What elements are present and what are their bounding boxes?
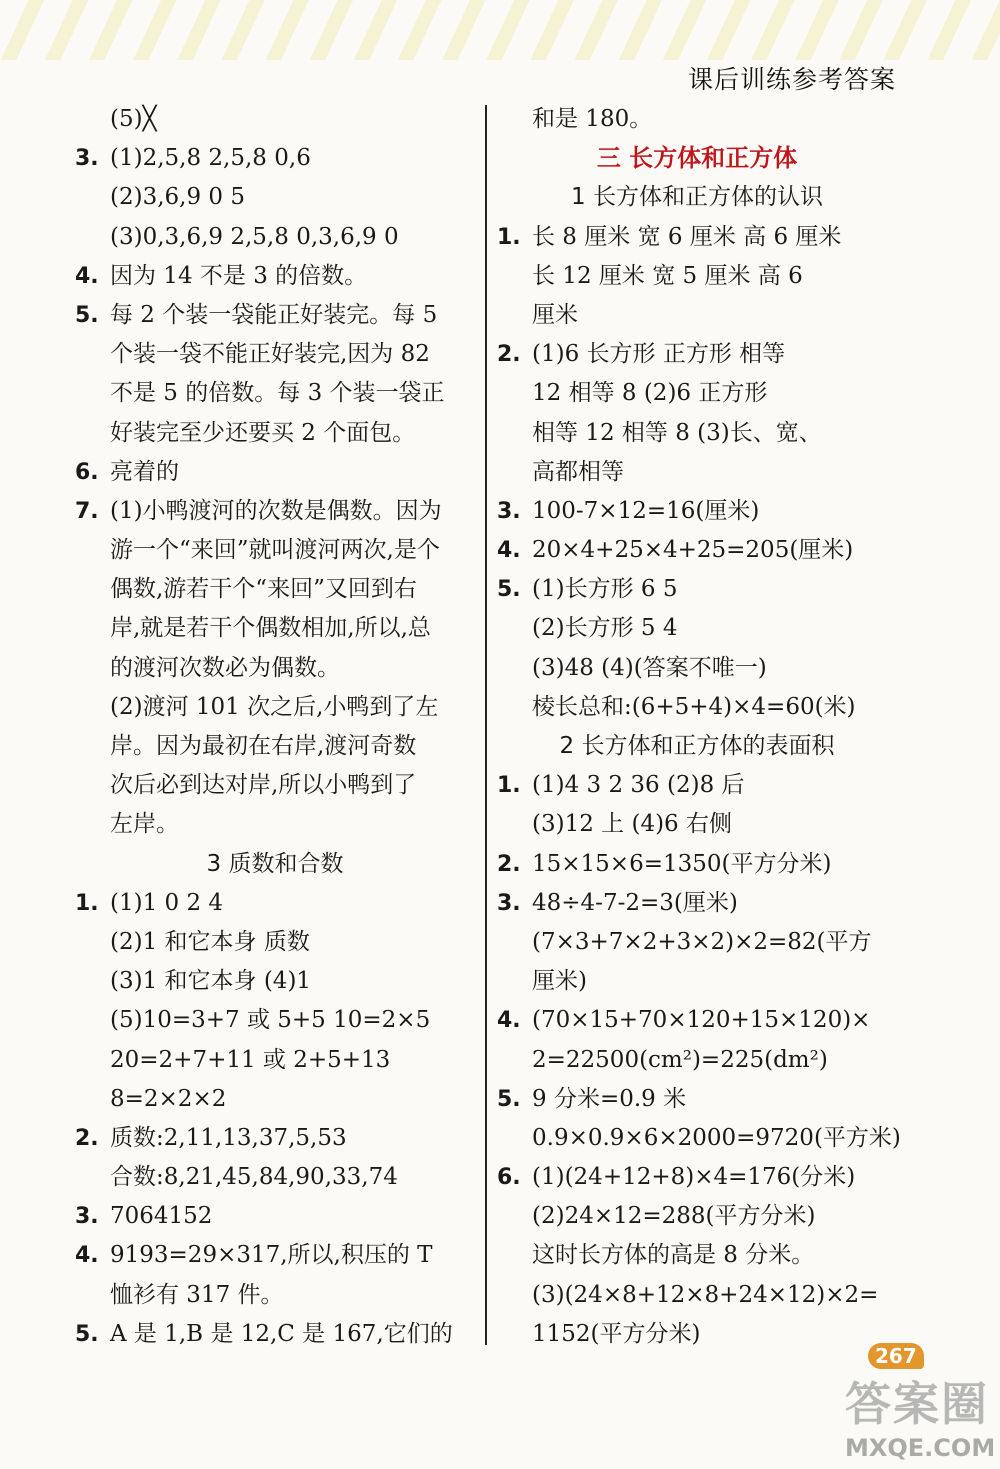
answer-text: (2)3,6,9 0 5 bbox=[110, 184, 245, 211]
answer-line bbox=[75, 884, 475, 923]
answer-line bbox=[75, 1315, 475, 1354]
answer-text: 9 分米=0.9 米 bbox=[532, 1085, 687, 1112]
question-number: 1. bbox=[497, 773, 521, 799]
question-number: 3. bbox=[75, 146, 99, 172]
answer-text: 相等 12 相等 8 (3)长、宽、 bbox=[532, 419, 822, 446]
answer-line bbox=[75, 805, 475, 844]
answer-line bbox=[75, 531, 475, 570]
answer-line bbox=[497, 374, 897, 413]
answer-line bbox=[75, 414, 475, 453]
answer-text: 长 12 厘米 宽 5 厘米 高 6 bbox=[532, 262, 803, 289]
section-heading: 三 长方体和正方体 bbox=[596, 144, 798, 173]
answer-text: 岸,就是若干个偶数相加,所以,总 bbox=[110, 615, 431, 642]
column-divider bbox=[485, 105, 487, 1345]
answer-line bbox=[497, 335, 897, 374]
question-number: 6. bbox=[497, 1165, 521, 1191]
answer-text: (3)0,3,6,9 2,5,8 0,3,6,9 0 bbox=[110, 223, 399, 250]
answer-line bbox=[497, 884, 897, 923]
answer-text: 20=2+7+11 或 2+5+13 bbox=[110, 1046, 391, 1073]
answer-text: (3)48 (4)(答案不唯一) bbox=[532, 654, 767, 681]
answer-text: (1)1 0 2 4 bbox=[110, 889, 224, 916]
answer-text: (1)(24+12+8)×4=176(分米) bbox=[532, 1164, 856, 1191]
answer-text: 岸。因为最初在右岸,渡河奇数 bbox=[110, 733, 417, 759]
answer-text: 这时长方体的高是 8 分米。 bbox=[532, 1242, 815, 1269]
decorative-header-stripes bbox=[0, 0, 1000, 60]
right-column bbox=[497, 100, 901, 1354]
answer-text: 9193=29×317,所以,积压的 T bbox=[110, 1242, 433, 1269]
answer-line bbox=[75, 218, 475, 257]
answer-line bbox=[75, 609, 475, 648]
answer-line bbox=[75, 1080, 475, 1119]
answer-text: 每 2 个装一袋能正好装完。每 5 bbox=[110, 301, 438, 328]
answer-line bbox=[497, 570, 897, 609]
answer-line bbox=[497, 805, 897, 844]
answer-line bbox=[75, 923, 475, 962]
answer-line bbox=[497, 218, 897, 257]
answer-line bbox=[497, 414, 897, 453]
answer-line bbox=[497, 492, 897, 531]
answer-text: 个装一袋不能正好装完,因为 82 bbox=[110, 341, 430, 368]
question-number: 1. bbox=[497, 224, 521, 250]
question-number: 2. bbox=[75, 1125, 99, 1151]
question-number: 5. bbox=[75, 302, 99, 328]
watermark-logo: 答案圈 bbox=[845, 1377, 989, 1431]
answer-line bbox=[497, 1197, 897, 1236]
answer-line bbox=[497, 257, 897, 296]
question-number: 3. bbox=[75, 1204, 99, 1230]
answer-text: (3)1 和它本身 (4)1 bbox=[110, 968, 312, 995]
answer-line bbox=[497, 531, 897, 570]
page-header-title: 课后训练参考答案 bbox=[687, 65, 896, 94]
section-heading: 3 质数和合数 bbox=[206, 850, 344, 877]
answer-line bbox=[75, 688, 475, 727]
answer-line bbox=[497, 1276, 897, 1315]
answer-text: (3)12 上 (4)6 右侧 bbox=[532, 811, 732, 838]
answer-line bbox=[497, 923, 897, 962]
question-number: 5. bbox=[497, 577, 521, 603]
answer-line bbox=[75, 178, 475, 217]
answer-line bbox=[75, 1197, 475, 1236]
answer-line bbox=[497, 688, 897, 727]
answer-text: 2=22500(cm²)=225(dm²) bbox=[532, 1046, 828, 1073]
answer-text: (7×3+7×2+3×2)×2=82(平方 bbox=[532, 928, 872, 955]
answer-line bbox=[497, 649, 897, 688]
answer-text: 厘米 bbox=[532, 301, 578, 328]
answer-line bbox=[75, 100, 475, 139]
question-number: 4. bbox=[497, 1008, 521, 1034]
answer-line bbox=[75, 374, 475, 413]
answer-text: (3)(24×8+12×8+24×12)×2= bbox=[532, 1281, 879, 1308]
section-heading: 1 长方体和正方体的认识 bbox=[571, 184, 823, 211]
answer-text: (2)1 和它本身 质数 bbox=[110, 928, 310, 955]
answer-text: 长 8 厘米 宽 6 厘米 高 6 厘米 bbox=[532, 223, 842, 250]
question-number: 4. bbox=[75, 263, 99, 289]
answer-text: 高都相等 bbox=[532, 458, 624, 485]
answer-text: 左岸。 bbox=[110, 811, 179, 838]
answer-text: 100-7×12=16(厘米) bbox=[532, 497, 760, 524]
answer-text: 8=2×2×2 bbox=[110, 1085, 227, 1112]
answer-text: 48÷4-7-2=3(厘米) bbox=[532, 889, 738, 916]
answer-text: 好装完至少还要买 2 个面包。 bbox=[110, 419, 416, 446]
answer-text: (1)长方形 6 5 bbox=[532, 576, 678, 603]
answer-line bbox=[75, 649, 475, 688]
answer-line bbox=[497, 296, 897, 335]
answer-text: (1)6 长方形 正方形 相等 bbox=[532, 341, 786, 368]
answer-line bbox=[75, 139, 475, 178]
answer-text: 20×4+25×4+25=205(厘米) bbox=[532, 537, 854, 564]
watermark bbox=[845, 1368, 995, 1464]
answer-text: (1)小鸭渡河的次数是偶数。因为 bbox=[110, 497, 442, 524]
answer-text: A 是 1,B 是 12,C 是 167,它们的 bbox=[110, 1320, 453, 1347]
answer-text: (1)2,5,8 2,5,8 0,6 bbox=[110, 145, 311, 172]
watermark-url: MXQE.COM bbox=[845, 1434, 996, 1462]
answer-line bbox=[75, 296, 475, 335]
answer-line bbox=[75, 453, 475, 492]
answer-line bbox=[75, 1276, 475, 1315]
page-number: 267 bbox=[868, 1343, 924, 1369]
answer-text: 质数:2,11,13,37,5,53 bbox=[110, 1124, 347, 1151]
question-number: 3. bbox=[497, 890, 521, 916]
answer-text: 7064152 bbox=[110, 1203, 213, 1230]
answer-line bbox=[497, 1119, 901, 1158]
answer-text: 0.9×0.9×6×2000=9720(平方米) bbox=[532, 1124, 901, 1151]
question-number: 1. bbox=[75, 890, 99, 916]
answer-text: 厘米) bbox=[532, 968, 587, 995]
answer-line bbox=[497, 962, 897, 1001]
answer-line bbox=[497, 1236, 897, 1275]
section-heading: 2 长方体和正方体的表面积 bbox=[559, 733, 835, 759]
answer-text: (1)4 3 2 36 (2)8 后 bbox=[532, 772, 745, 799]
answer-text: 游一个“来回”就叫渡河两次,是个 bbox=[110, 537, 440, 564]
answer-line bbox=[497, 1001, 897, 1040]
answer-text: (2)24×12=288(平方分米) bbox=[532, 1203, 816, 1230]
answer-line bbox=[497, 1080, 897, 1119]
question-number: 5. bbox=[75, 1321, 99, 1347]
answer-line bbox=[497, 1315, 897, 1354]
answer-text: 1152(平方分米) bbox=[532, 1320, 701, 1347]
answer-text: 恤衫有 317 件。 bbox=[110, 1281, 284, 1308]
answer-text: 棱长总和:(6+5+4)×4=60(米) bbox=[532, 693, 856, 720]
answer-line bbox=[75, 1041, 475, 1080]
left-column bbox=[75, 100, 475, 1354]
answer-line bbox=[497, 766, 897, 805]
answer-line bbox=[75, 335, 475, 374]
answer-line bbox=[497, 453, 897, 492]
answer-line bbox=[497, 845, 897, 884]
answer-text: 不是 5 的倍数。每 3 个装一袋正 bbox=[110, 380, 445, 407]
question-number: 6. bbox=[75, 459, 99, 485]
answer-text: 次后必到达对岸,所以小鸭到了 bbox=[110, 772, 417, 799]
answer-line bbox=[75, 962, 475, 1001]
answer-text: (2)渡河 101 次之后,小鸭到了左 bbox=[110, 693, 439, 720]
answer-line bbox=[75, 492, 475, 531]
answer-line bbox=[75, 257, 475, 296]
answer-line bbox=[75, 570, 475, 609]
answer-text: 偶数,游若干个“来回”又回到右 bbox=[110, 576, 417, 603]
answer-text: 因为 14 不是 3 的倍数。 bbox=[110, 262, 368, 289]
question-number: 2. bbox=[497, 342, 521, 368]
answer-line bbox=[75, 1158, 475, 1197]
answer-line bbox=[75, 727, 475, 766]
answer-line bbox=[497, 609, 897, 648]
question-number: 2. bbox=[497, 851, 521, 877]
answer-text: 亮着的 bbox=[110, 458, 179, 485]
answer-text: 15×15×6=1350(平方分米) bbox=[532, 850, 832, 877]
answer-line bbox=[497, 1041, 897, 1080]
answer-line bbox=[75, 1001, 475, 1040]
answer-text: (2)长方形 5 4 bbox=[532, 615, 678, 642]
answer-line bbox=[75, 1119, 475, 1158]
answer-text: 合数:8,21,45,84,90,33,74 bbox=[110, 1164, 398, 1191]
question-number: 4. bbox=[497, 538, 521, 564]
question-number: 3. bbox=[497, 498, 521, 524]
answer-line bbox=[75, 766, 475, 805]
answer-text: (70×15+70×120+15×120)× bbox=[532, 1007, 871, 1034]
question-number: 4. bbox=[75, 1243, 99, 1269]
answer-line bbox=[497, 1158, 897, 1197]
answer-text: (5)╳ bbox=[110, 106, 157, 132]
answer-text: (5)10=3+7 或 5+5 10=2×5 bbox=[110, 1007, 431, 1034]
answer-text: 12 相等 8 (2)6 正方形 bbox=[532, 380, 768, 407]
question-number: 5. bbox=[497, 1086, 521, 1112]
answer-text: 和是 180。 bbox=[532, 106, 653, 132]
answer-text: 的渡河次数必为偶数。 bbox=[110, 654, 340, 681]
question-number: 7. bbox=[75, 498, 99, 524]
answer-line bbox=[497, 100, 897, 139]
answer-line bbox=[75, 1236, 475, 1275]
